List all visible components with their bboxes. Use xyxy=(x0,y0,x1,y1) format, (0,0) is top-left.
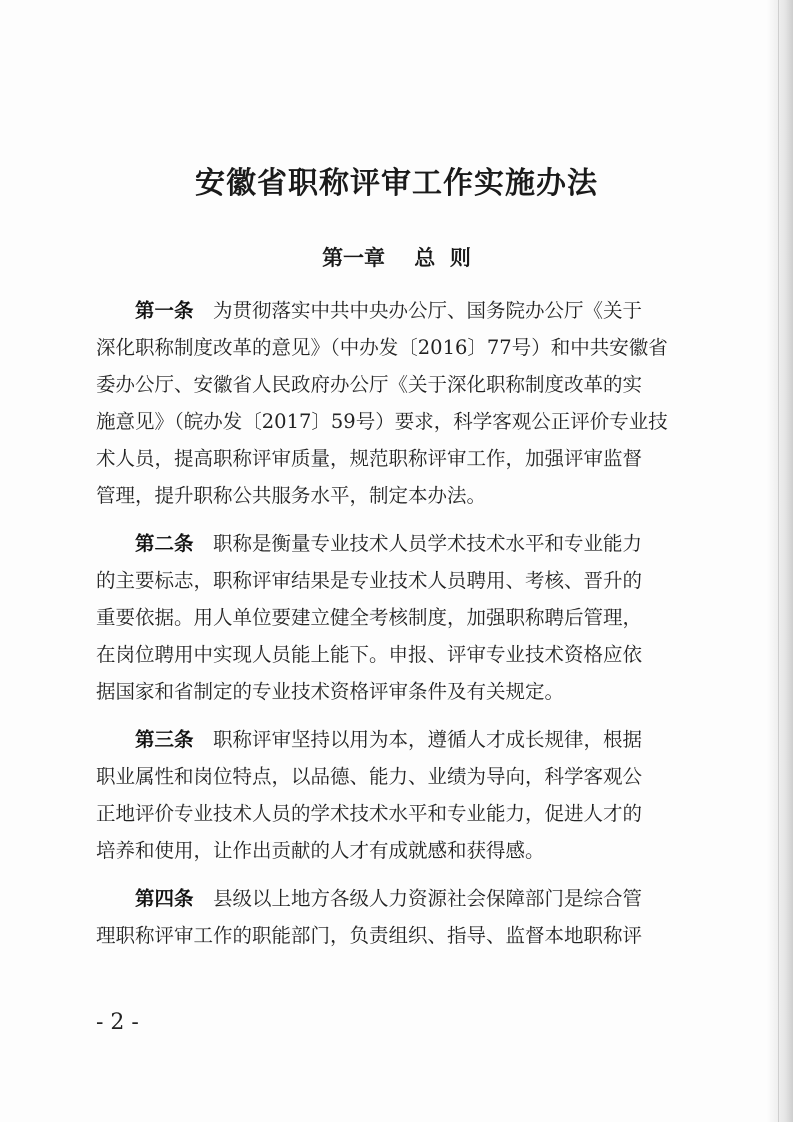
document-body xyxy=(96,292,696,965)
article-1 xyxy=(96,292,696,514)
article-line xyxy=(96,292,696,329)
article-line: 培养和使用，让作出贡献的人才有成就感和获得感。 xyxy=(96,839,545,862)
article-line xyxy=(96,721,696,758)
chapter-heading: 第一章 总 则 xyxy=(322,246,471,270)
article-2 xyxy=(96,525,696,710)
article-line: 委办公厅、安徽省人民政府办公厅《关于深化职称制度改革的实 xyxy=(96,373,643,396)
article-line: 施意见》（皖办发〔2017〕59号）要求，科学客观公正评价专业技 xyxy=(96,410,668,433)
article-line xyxy=(96,880,696,917)
article-text: 为贯彻落实中共中央办公厅、国务院办公厅《关于 xyxy=(213,299,643,322)
article-text: 职称是衡量专业技术人员学术技术水平和专业能力 xyxy=(213,532,643,555)
article-label: 第三条 xyxy=(135,728,194,751)
article-line: 在岗位聘用中实现人员能上能下。申报、评审专业技术资格应依 xyxy=(96,643,643,666)
article-label: 第二条 xyxy=(135,532,194,555)
article-line: 术人员，提高职称评审质量，规范职称评审工作，加强评审监督 xyxy=(96,447,643,470)
article-label: 第一条 xyxy=(135,299,194,322)
article-3 xyxy=(96,721,696,869)
article-line xyxy=(96,525,696,562)
article-line: 管理，提升职称公共服务水平，制定本办法。 xyxy=(96,484,487,507)
article-line: 据国家和省制定的专业技术资格评审条件及有关规定。 xyxy=(96,680,565,703)
article-line: 的主要标志，职称评审结果是专业技术人员聘用、考核、晋升的 xyxy=(96,569,643,592)
article-text: 职称评审坚持以用为本，遵循人才成长规律，根据 xyxy=(213,728,643,751)
article-line: 重要依据。用人单位要建立健全考核制度，加强职称聘后管理， xyxy=(96,606,643,629)
article-label: 第四条 xyxy=(135,887,194,910)
article-line: 深化职称制度改革的意见》（中办发〔2016〕77号）和中共安徽省 xyxy=(96,336,668,359)
article-line: 正地评价专业技术人员的学术技术水平和专业能力，促进人才的 xyxy=(96,802,643,825)
article-text: 县级以上地方各级人力资源社会保障部门是综合管 xyxy=(213,887,643,910)
article-line: 职业属性和岗位特点，以品德、能力、业绩为导向，科学客观公 xyxy=(96,765,643,788)
page-number: - 2 - xyxy=(96,1010,139,1035)
article-4 xyxy=(96,880,696,954)
article-line: 理职称评审工作的职能部门，负责组织、指导、监督本地职称评 xyxy=(96,924,643,947)
document-title: 安徽省职称评审工作实施办法 xyxy=(195,166,598,201)
